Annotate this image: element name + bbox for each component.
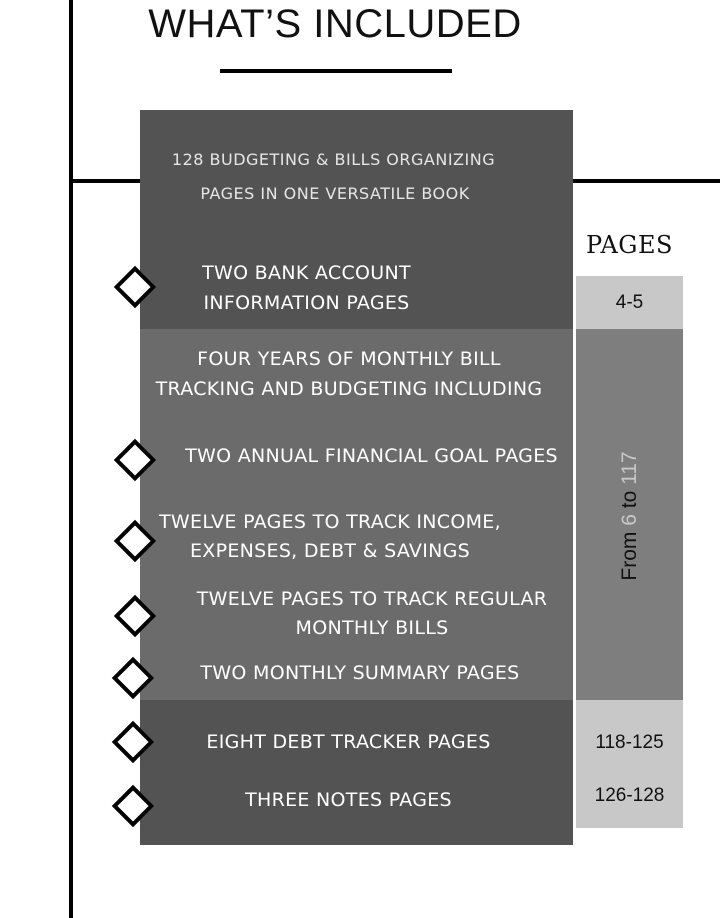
item-debt-tracker: EIGHT DEBT TRACKER PAGES <box>206 731 491 753</box>
right-horizontal-rule <box>573 179 720 183</box>
item-monthly-line-2: TRACKING AND BUDGETING INCLUDING <box>155 378 543 400</box>
pages-cell-debt-notes <box>576 700 683 828</box>
range-prefix: From <box>618 531 641 581</box>
item-summary-pages: TWO MONTHLY SUMMARY PAGES <box>200 662 520 684</box>
item-income-line-2: EXPENSES, DEBT & SAVINGS <box>189 540 471 562</box>
item-bank-line-2: INFORMATION PAGES <box>203 292 410 314</box>
range-word: to <box>618 490 641 509</box>
item-goal-pages: TWO ANNUAL FINANCIAL GOAL PAGES <box>185 445 558 467</box>
item-income-line-1: TWELVE PAGES TO TRACK INCOME, <box>159 511 501 533</box>
left-vertical-rule <box>69 0 73 918</box>
page-range-debt: 118-125 <box>595 732 664 753</box>
page-range-bank: 4-5 <box>615 292 644 313</box>
intro-line-2: PAGES IN ONE VERSATILE BOOK <box>200 184 470 203</box>
intro-line-1: 128 BUDGETING & BILLS ORGANIZING <box>171 150 496 169</box>
left-horizontal-rule <box>71 179 141 183</box>
item-monthly-line-1: FOUR YEARS OF MONTHLY BILL <box>197 348 501 370</box>
title-underline <box>220 69 452 73</box>
range-end: 117 <box>618 451 641 485</box>
page-range-notes: 126-128 <box>594 785 665 806</box>
page-range-monthly <box>614 416 646 616</box>
item-bank-line-1: TWO BANK ACCOUNT <box>202 262 411 284</box>
panel-bottom <box>140 700 573 845</box>
item-bills-line-2: MONTHLY BILLS <box>295 617 449 639</box>
item-notes-pages: THREE NOTES PAGES <box>245 789 452 811</box>
page-title: WHAT’S INCLUDED <box>148 2 522 46</box>
item-bills-line-1: TWELVE PAGES TO TRACK REGULAR <box>196 588 548 610</box>
pages-column-header: PAGES <box>586 231 673 259</box>
range-start: 6 <box>618 514 641 526</box>
